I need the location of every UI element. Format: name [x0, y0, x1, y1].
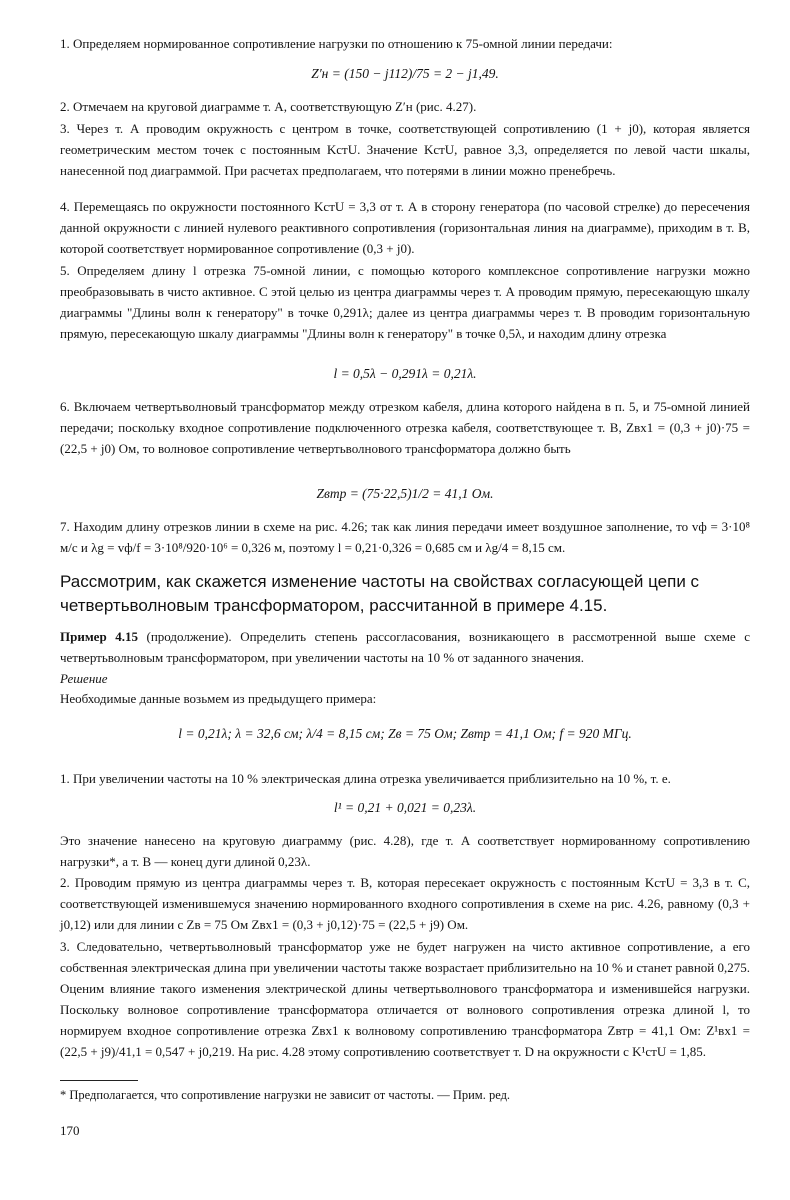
section-heading: Рассмотрим, как скажется изменение частоты на свойствах согласующей цепи с четвертьволновым трансформатором, рассчитанной в примере 4.15. [60, 572, 700, 615]
solution-label: Решение [60, 671, 108, 686]
paragraph-step4: 4. Перемещаясь по окружности постоянного KстU = 3,3 от т. А в сторону генератора (по часовой стрелке) до пересечения данной окружности с линией нулевого реактивного сопротивления (горизонтальная линия на диаграмме), приходим в т. В, которой соответствует нормированное сопротивление (0,3 + j0). [60, 199, 750, 256]
paragraph-solution-step1: 1. При увеличении частоты на 10 % электрическая длина отрезка увеличивается приблизительно на 10 %, т. е. [60, 771, 671, 786]
paragraph-step1: 1. Определяем нормированное сопротивление нагрузки по отношению к 75-омной линии передачи: [60, 36, 613, 51]
paragraph-step6: 6. Включаем четвертьволновый трансформатор между отрезком кабеля, длина которого найдена в п. 5, и 75-омной линией передачи; поскольку входное сопротивление подключенного отрезка кабеля, соответствующее т. В, Zвх1 = (0,3 + j0)·75 = (22,5 + j0) Ом, то волновое сопротивление четвертьволнового трансформатора должно быть [60, 399, 750, 456]
paragraph-step5: 5. Определяем длину l отрезка 75-омной линии, с помощью которого комплексное сопротивление нагрузки можно преобразовывать в чисто активное. С этой целью из центра диаграммы через т. А проводим прямую, пересекающую шкалу диаграммы "Длины волн к генератору" в точке 0,291λ; далее из центра диаграммы через т. В проводим горизонтальную прямую, пересекающую шкалу диаграммы "Длины волн к генератору" в точке 0,5λ, и находим длину отрезка [60, 263, 750, 341]
page-number: 170 [60, 1123, 80, 1138]
footnote-rule [60, 1080, 138, 1081]
footnote: * Предполагается, что сопротивление нагрузки не зависит от частоты. — Прим. ред. [60, 1088, 511, 1102]
formula-normalized-load: Z′н = (150 − j112)/75 = 2 − j1,49. [311, 66, 499, 81]
formula-new-length: l¹ = 0,21 + 0,021 = 0,23λ. [333, 800, 477, 815]
paragraph-chart-note: Это значение нанесено на круговую диаграмму (рис. 4.28), где т. А соответствует нормированному сопротивлению нагрузки*, а т. В — конец дуги длиной 0,23λ. [60, 833, 750, 869]
formula-segment-length: l = 0,5λ − 0,291λ = 0,21λ. [333, 366, 477, 381]
example-label: Пример 4.15 [60, 629, 138, 644]
paragraph-solution-step3: 3. Следовательно, четвертьволновый трансформатор уже не будет нагружен на чисто активное сопротивление, а его собственная электрическая длина при увеличении частоты также возрастает приблизительно на 10 % и станет равной 0,275. Оценим влияние такого изменения электрической длины четвертьволнового трансформатора и изменившейся нагрузки. Поскольку волновое сопротивление трансформатора отличается от волнового сопротивления отрезка длиной l, то нормируем входное сопротивление отрезка Zвх1 к волновому сопротивлению трансформатора Zвтр = 41,1 Ом: Z¹вх1 = (22,5 + j9)/41,1 = 0,547 + j0,219. На рис. 4.28 этому сопротивлению соответствует т. D на окружности с K¹стU = 1,85. [60, 939, 750, 1059]
example-text: (продолжение). Определить степень рассогласования, возникающего в рассмотренной выше схеме с четвертьволновым трансформатором, при увеличении частоты на 10 % от заданного значения. [60, 629, 750, 665]
example-paragraph [60, 626, 750, 668]
paragraph-step3: 3. Через т. А проводим окружность с центром в точке, соответствующей сопротивлению (1 + j0), которая является геометрическим местом точек с постоянным KстU. Значение KстU, равное 3,3, определяется по левой части шкалы, нанесенной под диаграммой. При расчетах предполагаем, что потерями в линии можно пренебречь. [60, 121, 750, 178]
document-page [60, 0, 750, 1200]
paragraph-step2: 2. Отмечаем на круговой диаграмме т. А, соответствующую Z′н (рис. 4.27). [60, 99, 477, 114]
formula-transformer-impedance: Zвтр = (75·22,5)1/2 = 41,1 Ом. [316, 486, 494, 501]
paragraph-solution-step2: 2. Проводим прямую из центра диаграммы через т. В, которая пересекает окружность с постоянным KстU = 3,3 в т. С, соответствующей изменившемуся значению нормированного входного сопротивления в схеме на рис. 4.26, равному (0,3 + j0,12) или для линии с Zв = 75 Ом Zвх1 = (0,3 + j0,12)·75 = (22,5 + j9) Ом. [60, 875, 750, 932]
paragraph-given-data: Необходимые данные возьмем из предыдущего примера: [60, 691, 377, 706]
formula-given-data: l = 0,21λ; λ = 32,6 см; λ/4 = 8,15 см; Zв = 75 Ом; Zвтр = 41,1 Ом; f = 920 МГц. [178, 726, 632, 741]
paragraph-step7: 7. Находим длину отрезков линии в схеме на рис. 4.26; так как линия передачи имеет воздушное заполнение, то vф = 3·10⁸ м/с и λg = vф/f = 3·10⁸/920·10⁶ = 0,326 м, поэтому l = 0,21·0,326 = 0,685 см и λg/4 = 8,15 см. [60, 519, 750, 555]
